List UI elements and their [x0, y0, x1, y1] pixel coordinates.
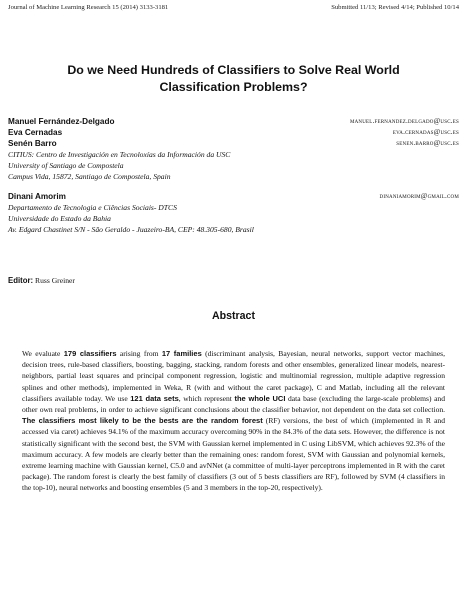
title-line-2: Classification Problems?: [159, 80, 308, 94]
abstract-bold: The classifiers most likely to be the bests are the random forest: [22, 416, 263, 426]
author-block: [8, 116, 459, 235]
author-email: dinaniamorim@gmail.com: [379, 192, 459, 200]
author-email: senen.barro@usc.es: [396, 139, 459, 147]
author-email: eva.cernadas@usc.es: [392, 128, 459, 136]
author-email: manuel.fernandez.delgado@usc.es: [349, 117, 459, 125]
paper-title: [20, 62, 447, 96]
affiliation-line: Campus Vida, 15872, Santiago de Compostela, Spain: [8, 172, 171, 181]
abstract-text: data base (excluding the large-scale problems) and other own real problems, in order to achieve significant conclusions about the classifier behavior, not dependent on the data set collection.: [22, 393, 445, 415]
abstract-body: [22, 348, 445, 494]
editor-name: Russ Greiner: [35, 276, 75, 285]
affiliation-line: CITIUS: Centro de Investigación en Tecnoloxías da Información da USC: [8, 150, 231, 159]
author-row: [8, 116, 459, 127]
abstract-text: We evaluate: [22, 349, 64, 358]
abstract-bold: 121 data sets: [130, 393, 179, 403]
author-row: [8, 138, 459, 149]
affiliation-line: Universidade do Estado da Bahia: [8, 214, 111, 223]
abstract-bold: 17 families: [161, 349, 202, 358]
affiliation-line: Av. Edgard Chastinet S/N - São Geraldo - Juazeiro-BA, CEP: 48.305-680, Brasil: [8, 225, 254, 234]
author-row: [8, 191, 459, 202]
abstract-text: arising from: [116, 349, 162, 358]
abstract-bold: the whole UCI: [234, 393, 286, 403]
journal-citation: Journal of Machine Learning Research 15 (2014) 3133-3181: [8, 4, 169, 11]
abstract-text: (discriminant analysis, Bayesian, neural networks, support vector machines, decision trees, rule-based classifiers, boosting, bagging, stacking, random forests and other ensembles, generalized linear models, nearest-neighbors, partial least squares and principal component regression, logistic and multinomial regression, multiple adaptive regression splines and other methods), implemented in Weka, R (with and without the caret package), C and Matlab, including all the relevant classifiers available today. We use: [22, 349, 446, 403]
author-row: [8, 127, 459, 138]
running-header: [8, 4, 459, 11]
author-name: Dinani Amorim: [8, 192, 66, 201]
affiliation-line: University of Santiago de Compostela: [8, 161, 124, 170]
editor-line: [8, 276, 75, 285]
abstract-text: , which represent: [178, 393, 235, 403]
author-name: Manuel Fernández-Delgado: [8, 117, 115, 126]
abstract-text: (RF) versions, the best of which (implemented in R and accessed via caret) achieves 94.1% of the maximum accuracy overcoming 90% in the 84.3% of the data sets. However, the difference is not statistically significant with the second best, the SVM with Gaussian kernel implemented in C using LibSVM, which achieves 92.3% of the maximum accuracy. A few models are clearly better than the remaining ones: random forest, SVM with Gaussian and polynomial kernels, extreme learning machine with Gaussian kernel, C5.0 and avNNet (a committee of multi-layer perceptrons implemented in R with the caret package). The random forest is clearly the best family of classifiers (3 out of 5 bests classifiers are RF), followed by SVM (4 classifiers in the top-10), neural networks and boosting ensembles (5 and 3 members in the top-20, respectively).: [22, 416, 445, 493]
abstract-heading: Abstract: [212, 310, 255, 322]
submission-dates: Submitted 11/13; Revised 4/14; Published 10/14: [331, 4, 459, 11]
abstract-bold: 179 classifiers: [63, 349, 117, 358]
affiliation-line: Departamento de Tecnologia e Ciências Sociais- DTCS: [8, 203, 177, 212]
title-line-1: Do we Need Hundreds of Classifiers to Solve Real World: [67, 63, 400, 77]
author-name: Eva Cernadas: [8, 128, 63, 137]
author-name: Senén Barro: [8, 139, 57, 148]
editor-label: Editor:: [8, 276, 34, 285]
